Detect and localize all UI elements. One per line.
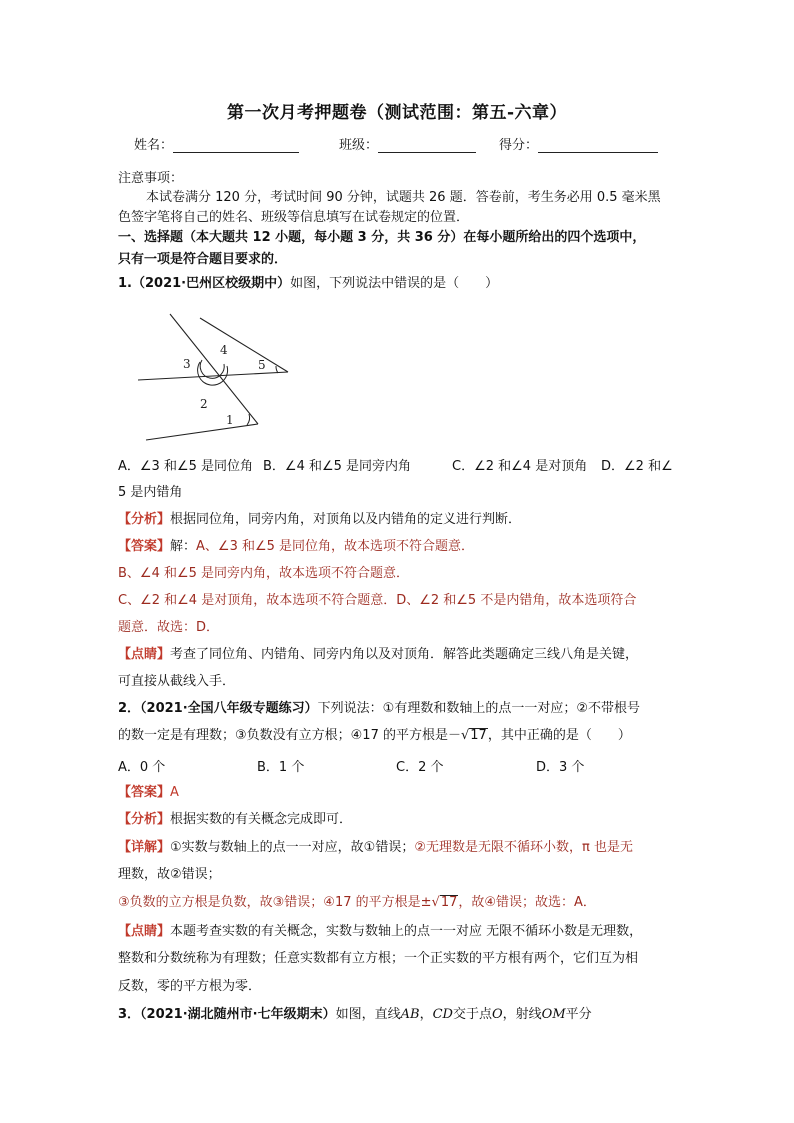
q1-comment-text-1: 考查了同位角、内错角、同旁内角以及对顶角．解答此类题确定三线八角是关键， — [170, 647, 639, 662]
q2-comment-line-3: 反数，零的平方根为零． — [118, 979, 262, 994]
q1-comment-line-2: 可直接从截线入手． — [118, 674, 236, 689]
question-3-text-a: 如图，直线 — [335, 1007, 401, 1022]
notes-line-2: 色签字笔将自己的姓名、班级等信息填写在试卷规定的位置． — [118, 210, 470, 225]
class-label: 班级： — [339, 138, 379, 153]
angle-label-5: 5 — [258, 358, 266, 372]
section-1-heading: 一、选择题（本大题共 12 小题，每小题 3 分，共 36 分）在每小题所给出的四个选项中， — [118, 230, 646, 245]
q2-option-b[interactable]: B．1 个 — [257, 760, 305, 775]
question-3-source: 3．（2021·湖北随州市·七年级期末） — [118, 1007, 336, 1022]
q2-comment-text-1: 本题考查实数的有关概念，实数与数轴上的点一一对应 无限不循环小数是无理数， — [170, 924, 643, 939]
q1-comment — [118, 643, 678, 662]
page-title: 第一次月考押题卷（测试范围：第五-六章） — [226, 103, 568, 123]
q2-detail — [118, 836, 678, 855]
q2-answer-text: A — [170, 785, 179, 800]
q2-detail-line-2: 理数，故②错误； — [118, 867, 221, 882]
q2-detail-line-3 — [118, 891, 678, 910]
q2-detail-tag: 【详解】 — [118, 840, 171, 855]
q2-answer-tag: 【答案】 — [118, 785, 171, 800]
q1-answer-line-2: B、∠4 和∠5 是同旁内角，故本选项不符合题意． — [118, 566, 410, 581]
q2-analysis — [118, 808, 678, 827]
question-3-stem — [118, 1003, 678, 1022]
question-2-source: 2．（2021·全国八年级专题练习） — [118, 701, 318, 716]
q1-answer-line-3: C、∠2 和∠4 是对顶角，故本选项不符合题意．D、∠2 和∠5 不是内错角，故本选项符合 — [118, 593, 637, 608]
angle-label-2: 2 — [200, 397, 208, 411]
score-blank[interactable] — [538, 138, 658, 153]
q2-comment-tag: 【点睛】 — [118, 924, 171, 939]
q1-answer-tag: 【答案】 — [118, 539, 171, 554]
class-blank[interactable] — [378, 138, 476, 153]
sqrt-symbol: √ — [460, 728, 470, 743]
q2-comment-line-2: 整数和分数统称为有理数；任意实数都有立方根；一个正实数的平方根有两个，它们互为相 — [118, 951, 639, 966]
question-1-text: 如图，下列说法中错误的是（ ） — [290, 276, 499, 291]
point-o: O — [491, 1007, 503, 1022]
q1-option-a[interactable]: A．∠3 和∠5 是同位角 — [118, 459, 254, 474]
name-label: 姓名： — [134, 138, 174, 153]
question-2-stem — [118, 697, 678, 716]
notes-heading: 注意事项： — [118, 171, 184, 186]
sqrt-symbol-2: √ — [431, 895, 440, 910]
angle-label-1: 1 — [226, 413, 234, 427]
notes-line-1: 本试卷满分 120 分，考试时间 90 分钟，试题共 26 题．答卷前，考生务必用 0.5 毫米黑 — [146, 190, 661, 205]
question-3-text-c: ，射线 — [502, 1007, 542, 1022]
q2-detail-3b: ，故④错误；故选：A． — [458, 895, 596, 910]
q1-option-d-cont: 5 是内错角 — [118, 485, 183, 500]
class-field[interactable] — [339, 134, 476, 153]
ray-om: OM — [541, 1007, 566, 1022]
line-ab: AB — [400, 1007, 420, 1022]
q2-detail-1a: ①实数与数轴上的点一一对应，故①错误； — [170, 840, 415, 855]
question-2-stem-2 — [118, 724, 678, 743]
score-label: 得分： — [499, 138, 539, 153]
angle-diagram — [138, 304, 308, 444]
q2-detail-3a: ③负数的立方根是负数，故③错误；④17 的平方根是± — [118, 895, 432, 910]
question-1-figure — [138, 304, 308, 448]
q1-option-d[interactable]: D．∠2 和∠ — [601, 459, 673, 474]
q2-detail-1b: ②无理数是无限不循环小数，π 也是无 — [414, 840, 633, 855]
q1-option-b[interactable]: B．∠4 和∠5 是同旁内角 — [263, 459, 412, 474]
question-2-root: 17 — [470, 728, 487, 743]
q2-option-a[interactable]: A．0 个 — [118, 760, 166, 775]
q1-comment-tag: 【点睛】 — [118, 647, 171, 662]
q1-answer-line-4: 题意．故选：D． — [118, 620, 220, 635]
name-blank[interactable] — [173, 138, 299, 153]
question-2-text-2b: ，其中正确的是（ ） — [487, 728, 631, 743]
question-2-text-1: 下列说法：①有理数和数轴上的点一一对应；②不带根号 — [317, 701, 640, 716]
q1-analysis-text: 根据同位角，同旁内角，对顶角以及内错角的定义进行判断． — [170, 512, 522, 527]
question-3-text-d: 平分 — [565, 1007, 592, 1022]
q1-option-c[interactable]: C．∠2 和∠4 是对顶角 — [452, 459, 588, 474]
q1-analysis — [118, 508, 678, 527]
name-field[interactable] — [134, 134, 299, 153]
question-3-sep: ， — [419, 1007, 433, 1022]
q2-analysis-tag: 【分析】 — [118, 812, 171, 827]
q2-answer — [118, 781, 678, 800]
question-1-source: 1.（2021·巴州区校级期中） — [118, 276, 291, 291]
section-1-heading-2: 只有一项是符合题目要求的． — [118, 252, 288, 267]
question-2-text-2a: 的数一定是有理数；③负数没有立方根；④17 的平方根是－ — [118, 728, 461, 743]
q1-analysis-tag: 【分析】 — [118, 512, 171, 527]
score-field[interactable] — [499, 134, 658, 153]
angle-label-3: 3 — [183, 357, 191, 371]
q2-analysis-text: 根据实数的有关概念完成即可． — [170, 812, 353, 827]
q1-answer-text-1b: A、∠3 和∠5 是同位角，故本选项不符合题意． — [196, 539, 475, 554]
question-3-text-b: 交于点 — [452, 1007, 492, 1022]
q2-option-d[interactable]: D．3 个 — [536, 760, 585, 775]
q2-option-c[interactable]: C．2 个 — [396, 760, 444, 775]
q1-answer-text-1: 解： — [170, 539, 197, 554]
q2-comment — [118, 920, 678, 939]
question-1-stem — [118, 272, 678, 291]
q1-answer — [118, 535, 678, 554]
angle-label-4: 4 — [220, 343, 228, 357]
q2-detail-root: 17 — [440, 895, 458, 910]
line-cd: CD — [432, 1007, 453, 1022]
